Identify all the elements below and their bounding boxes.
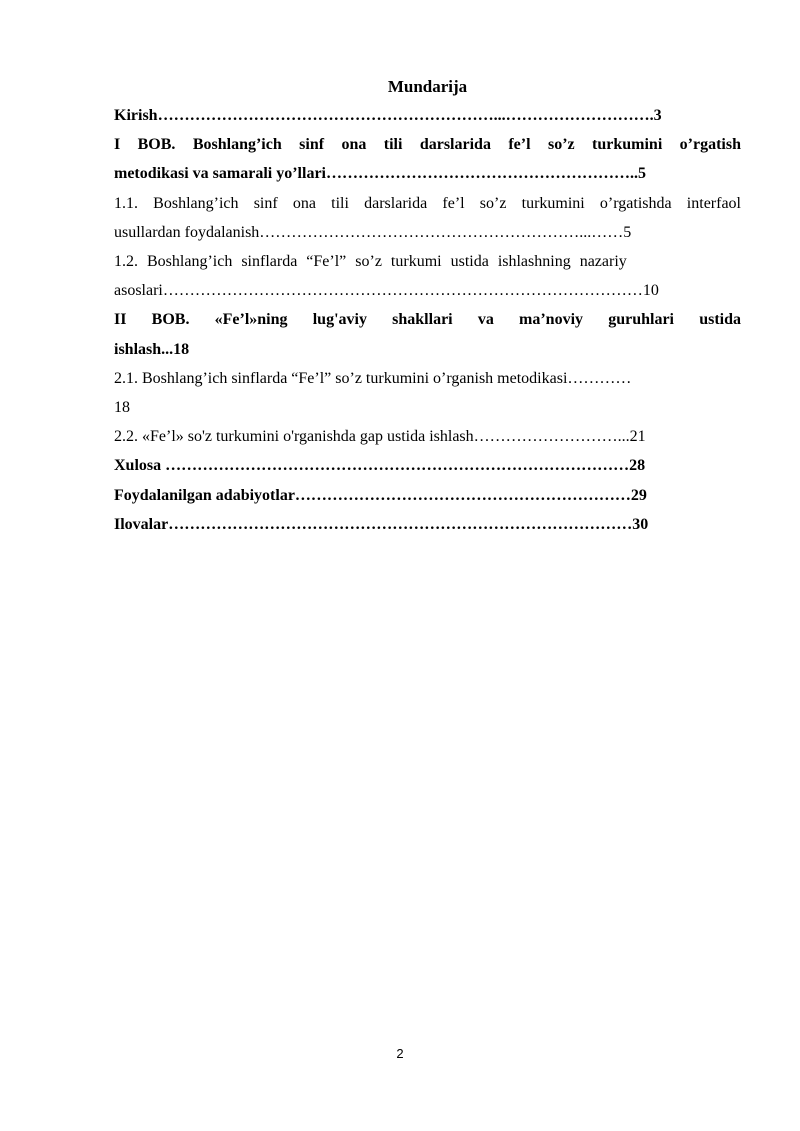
toc-entry-ilovalar: Ilovalar……………………………………………………………………………30	[114, 515, 649, 533]
toc-entry-section-1-2-line-1: 1.2. Boshlang’ich sinflarda “Fe’l” so’z turkumi ustida ishlashning nazariy	[114, 253, 627, 271]
page-number: 2	[396, 1046, 404, 1061]
toc-entry-chapter-2-line-2: ishlash...18	[114, 340, 190, 358]
toc-entry-xulosa: Xulosa ……………………………………………………………………………28	[114, 457, 646, 475]
toc-entry-section-1-2-line-2: asoslari………………………………………………………………………………10	[114, 282, 659, 300]
toc-title: Mundarija	[387, 77, 468, 96]
toc-entry-kirish: Kirish………………………………………………………...……………………….3	[114, 107, 662, 124]
toc-entry-section-1-1-line-2: usullardan foydalanish……………………………………………………...……5	[114, 223, 632, 241]
toc-entry-chapter-2-line-1: II BOB. «Fe’l»ning lug'aviy shakllari va ma’noviy guruhlari ustida	[114, 311, 741, 329]
toc-entry-chapter-1-line-2: metodikasi va samarali yo’llari…………………………………………………..5	[114, 165, 646, 183]
toc-entry-section-2-1-line-2: 18	[114, 399, 130, 417]
toc-entry-section-2-2: 2.2. «Fe’l» so'z turkumini o'rganishda gap ustida ishlash………………………...21	[114, 428, 646, 446]
toc-entry-section-1-1-line-1: 1.1. Boshlang’ich sinf ona tili darslarida fe’l so’z turkumini o’rgatishda interfaol	[114, 194, 741, 212]
table-of-contents	[114, 74, 741, 539]
toc-entry-chapter-1-line-1: I BOB. Boshlang’ich sinf ona tili darslarida fe’l so’z turkumini o’rgatish	[114, 136, 741, 154]
toc-entry-section-2-1-line-1: 2.1. Boshlang’ich sinflarda “Fe’l” so’z turkumini o’rganish metodikasi…………	[114, 369, 632, 387]
toc-entry-adabiyotlar: Foydalanilgan adabiyotlar………………………………………………………29	[114, 486, 647, 504]
